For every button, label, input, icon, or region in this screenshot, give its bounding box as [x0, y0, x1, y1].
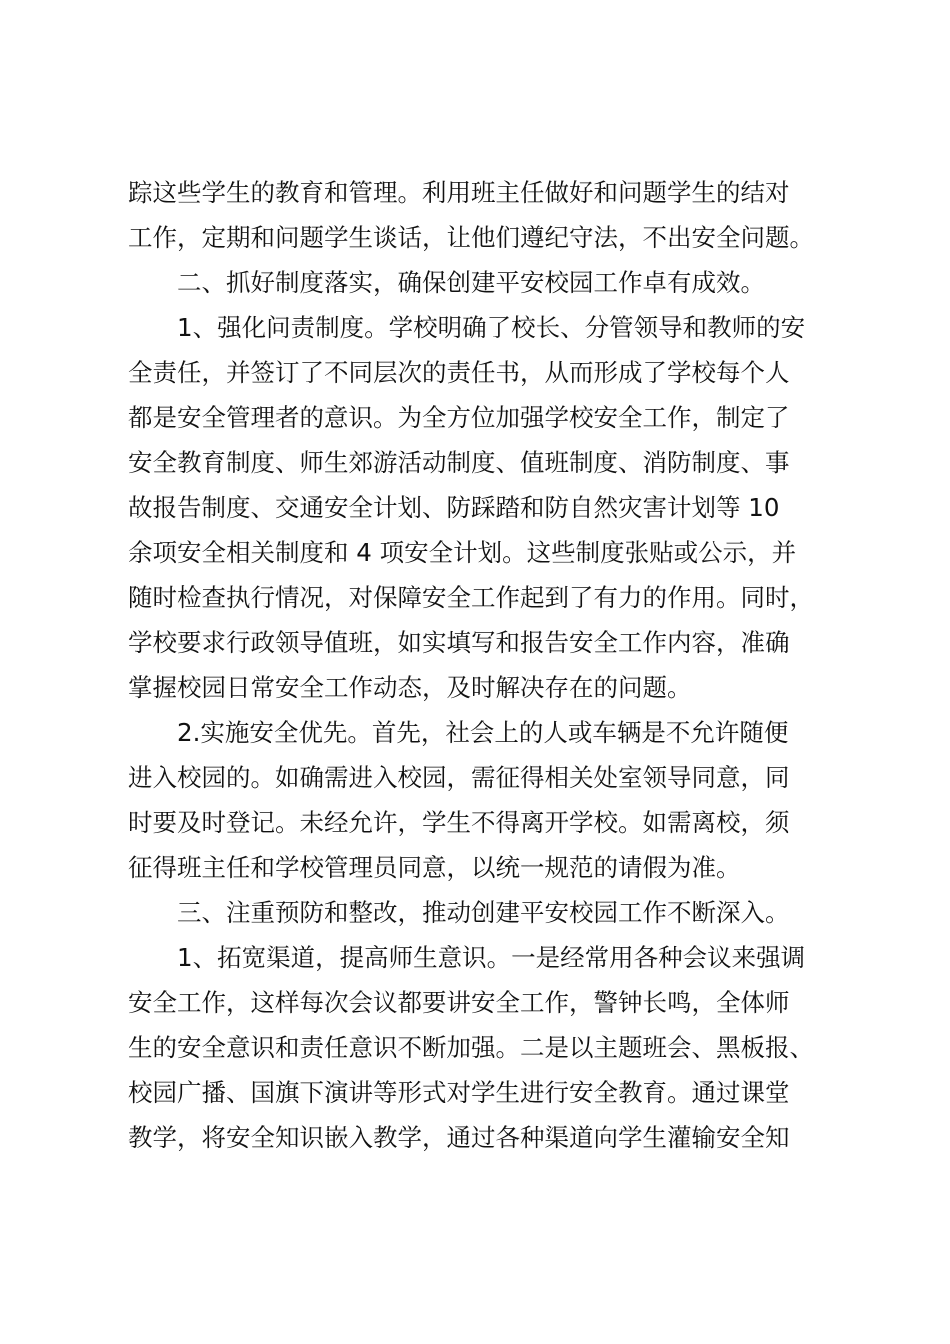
- text-line: 学校要求行政领导值班，如实填写和报告安全工作内容，准确: [128, 628, 790, 657]
- text-line: 安全工作，这样每次会议都要讲安全工作，警钟长鸣，全体师: [128, 988, 790, 1017]
- text-line: 随时检查执行情况，对保障安全工作起到了有力的作用。同时，: [128, 583, 814, 612]
- text-line: 生的安全意识和责任意识不断加强。二是以主题班会、黑板报、: [128, 1033, 814, 1062]
- text-line: 时要及时登记。未经允许，学生不得离开学校。如需离校，须: [128, 808, 790, 837]
- text-line: 踪这些学生的教育和管理。利用班主任做好和问题学生的结对: [128, 178, 790, 207]
- text-line: 掌握校园日常安全工作动态，及时解决存在的问题。: [128, 673, 692, 702]
- text-line: 1、强化问责制度。学校明确了校长、分管领导和教师的安: [128, 313, 806, 342]
- text-line: 征得班主任和学校管理员同意，以统一规范的请假为准。: [128, 853, 741, 882]
- text-line: 2.实施安全优先。首先，社会上的人或车辆是不允许随便: [128, 718, 789, 747]
- text-line: 安全教育制度、师生郊游活动制度、值班制度、消防制度、事: [128, 448, 790, 477]
- text-line: 校园广播、国旗下演讲等形式对学生进行安全教育。通过课堂: [128, 1078, 790, 1107]
- section-heading: 二、抓好制度落实，确保创建平安校园工作卓有成效。: [128, 268, 765, 297]
- text-line: 进入校园的。如确需进入校园，需征得相关处室领导同意，同: [128, 763, 790, 792]
- text-line: 故报告制度、交通安全计划、防踩踏和防自然灾害计划等 10: [128, 493, 780, 522]
- section-heading: 三、注重预防和整改，推动创建平安校园工作不断深入。: [128, 898, 790, 927]
- body-text: [128, 170, 828, 1160]
- text-line: 工作，定期和问题学生谈话，让他们遵纪守法，不出安全问题。: [128, 223, 814, 252]
- text-line: 教学，将安全知识嵌入教学，通过各种渠道向学生灌输安全知: [128, 1123, 790, 1152]
- text-line: 全责任，并签订了不同层次的责任书，从而形成了学校每个人: [128, 358, 790, 387]
- text-line: 都是安全管理者的意识。为全方位加强学校安全工作，制定了: [128, 403, 790, 432]
- text-line: 余项安全相关制度和 4 项安全计划。这些制度张贴或公示，并: [128, 538, 797, 567]
- text-line: 1、拓宽渠道，提高师生意识。一是经常用各种会议来强调: [128, 943, 806, 972]
